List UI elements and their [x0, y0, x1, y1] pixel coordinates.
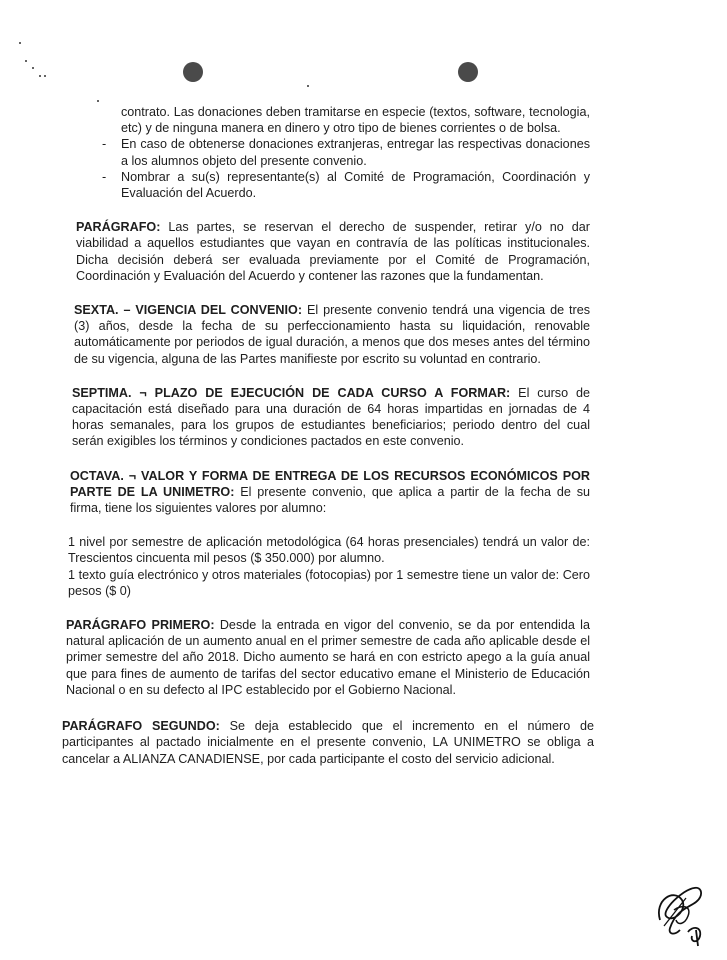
clause-text: El curso de capacitación está diseñado para una duración de 64 horas impartidas en jornadas de 4 horas semanales, para los grupos de estudiantes beneficiarios; periodo dentro del cual serán exigibles los términos y condiciones pactados en este convenio.: [72, 385, 591, 449]
list-dash: -: [102, 169, 107, 184]
punch-hole-right: [458, 62, 478, 82]
octava-clause: [70, 468, 590, 517]
clause-title: PARÁGRAFO PRIMERO:: [66, 618, 215, 633]
clause-text: El presente convenio, que aplica a partir de la fecha de su firma, tiene los siguientes valores por alumno:: [70, 484, 590, 516]
clause-title: PARÁGRAFO SEGUNDO:: [62, 719, 220, 734]
clause-text: Se deja establecido que el incremento en el número de participantes al pactado inicialmente en el presente convenio, LA UNIMETRO se obliga a cancelar a ALIANZA CANADIENSE, por cada participante el costo del servicio adicional.: [62, 719, 594, 766]
paragrafo-clause: [76, 219, 590, 284]
document-page: [62, 104, 594, 767]
price-line-level: 1 nivel por semestre de aplicación metodológica (64 horas presenciales) tendrá un valor de: Trescientos cincuenta mil pesos ($ 350.000) por alumno.: [68, 535, 590, 566]
punch-hole-left: [183, 62, 203, 82]
paragrafo-segundo-clause: [62, 718, 594, 767]
septima-clause: [72, 385, 590, 450]
clause-text: Desde la entrada en vigor del convenio, se da por entendida la natural aplicación de un aumento anual en el primer semestre de cada año aplicable desde el primer semestre del año 2018. Dicho aumento se hará en con estricto apego a la guía anual que para fines de aumento de tarifas del sector educativo emane el Ministerio de Educación Nacional o en su defecto al IPC establecido por el Gobierno Nacional.: [66, 618, 590, 697]
list-item-text: Nombrar a su(s) representante(s) al Comité de Programación, Coordinación y Evaluación del Acuerdo.: [121, 169, 590, 201]
clause-title: PARÁGRAFO:: [76, 220, 161, 235]
obligations-list: [76, 104, 590, 201]
handwritten-signature: [652, 880, 712, 950]
scan-specks: [0, 0, 727, 120]
clause-title: OCTAVA. ¬ VALOR Y FORMA DE ENTREGA DE LOS RECURSOS ECONÓMICOS POR PARTE DE LA UNIMETRO:: [70, 468, 590, 499]
list-item: [76, 169, 590, 201]
list-dash: -: [102, 137, 107, 152]
clause-title: SEPTIMA. ¬ PLAZO DE EJECUCIÓN DE CADA CURSO A FORMAR:: [72, 385, 511, 400]
sexta-clause: [74, 302, 590, 367]
clause-title: SEXTA. – VIGENCIA DEL CONVENIO:: [74, 303, 303, 318]
list-item-text: En caso de obtenerse donaciones extranjeras, entregar las respectivas donaciones a los alumnos objeto del presente convenio.: [121, 137, 590, 168]
list-item-text: contrato. Las donaciones deben tramitarse en especie (textos, software, tecnologia, etc) y de ninguna manera en dinero y otro tipo de bienes corrientes o de bolsa.: [121, 105, 590, 136]
price-line-materials: 1 texto guía electrónico y otros materiales (fotocopias) por 1 semestre tiene un valor de: Cero pesos ($ 0): [68, 567, 590, 598]
list-item: [76, 104, 590, 136]
clause-text: El presente convenio tendrá una vigencia de tres (3) años, desde la fecha de su perfeccionamiento hasta su liquidación, renovable automáticamente por periodos de igual duración, a menos que dos meses antes del término de su vigencia, alguna de las Partes manifieste por escrito su voluntad en contrario.: [74, 303, 590, 366]
clause-text: Las partes, se reservan el derecho de suspender, retirar y/o no dar viabilidad a aquellos estudiantes que vayan en contravía de las políticas institucionales. Dicha decisión deberá ser evaluada previamente por el Comité de Programación, Coordinación y Evaluación del Acuerdo y contener las razones que la fundamentan.: [76, 220, 590, 283]
list-item: [76, 136, 590, 168]
paragrafo-primero-clause: [66, 617, 590, 698]
price-list: [68, 534, 590, 599]
